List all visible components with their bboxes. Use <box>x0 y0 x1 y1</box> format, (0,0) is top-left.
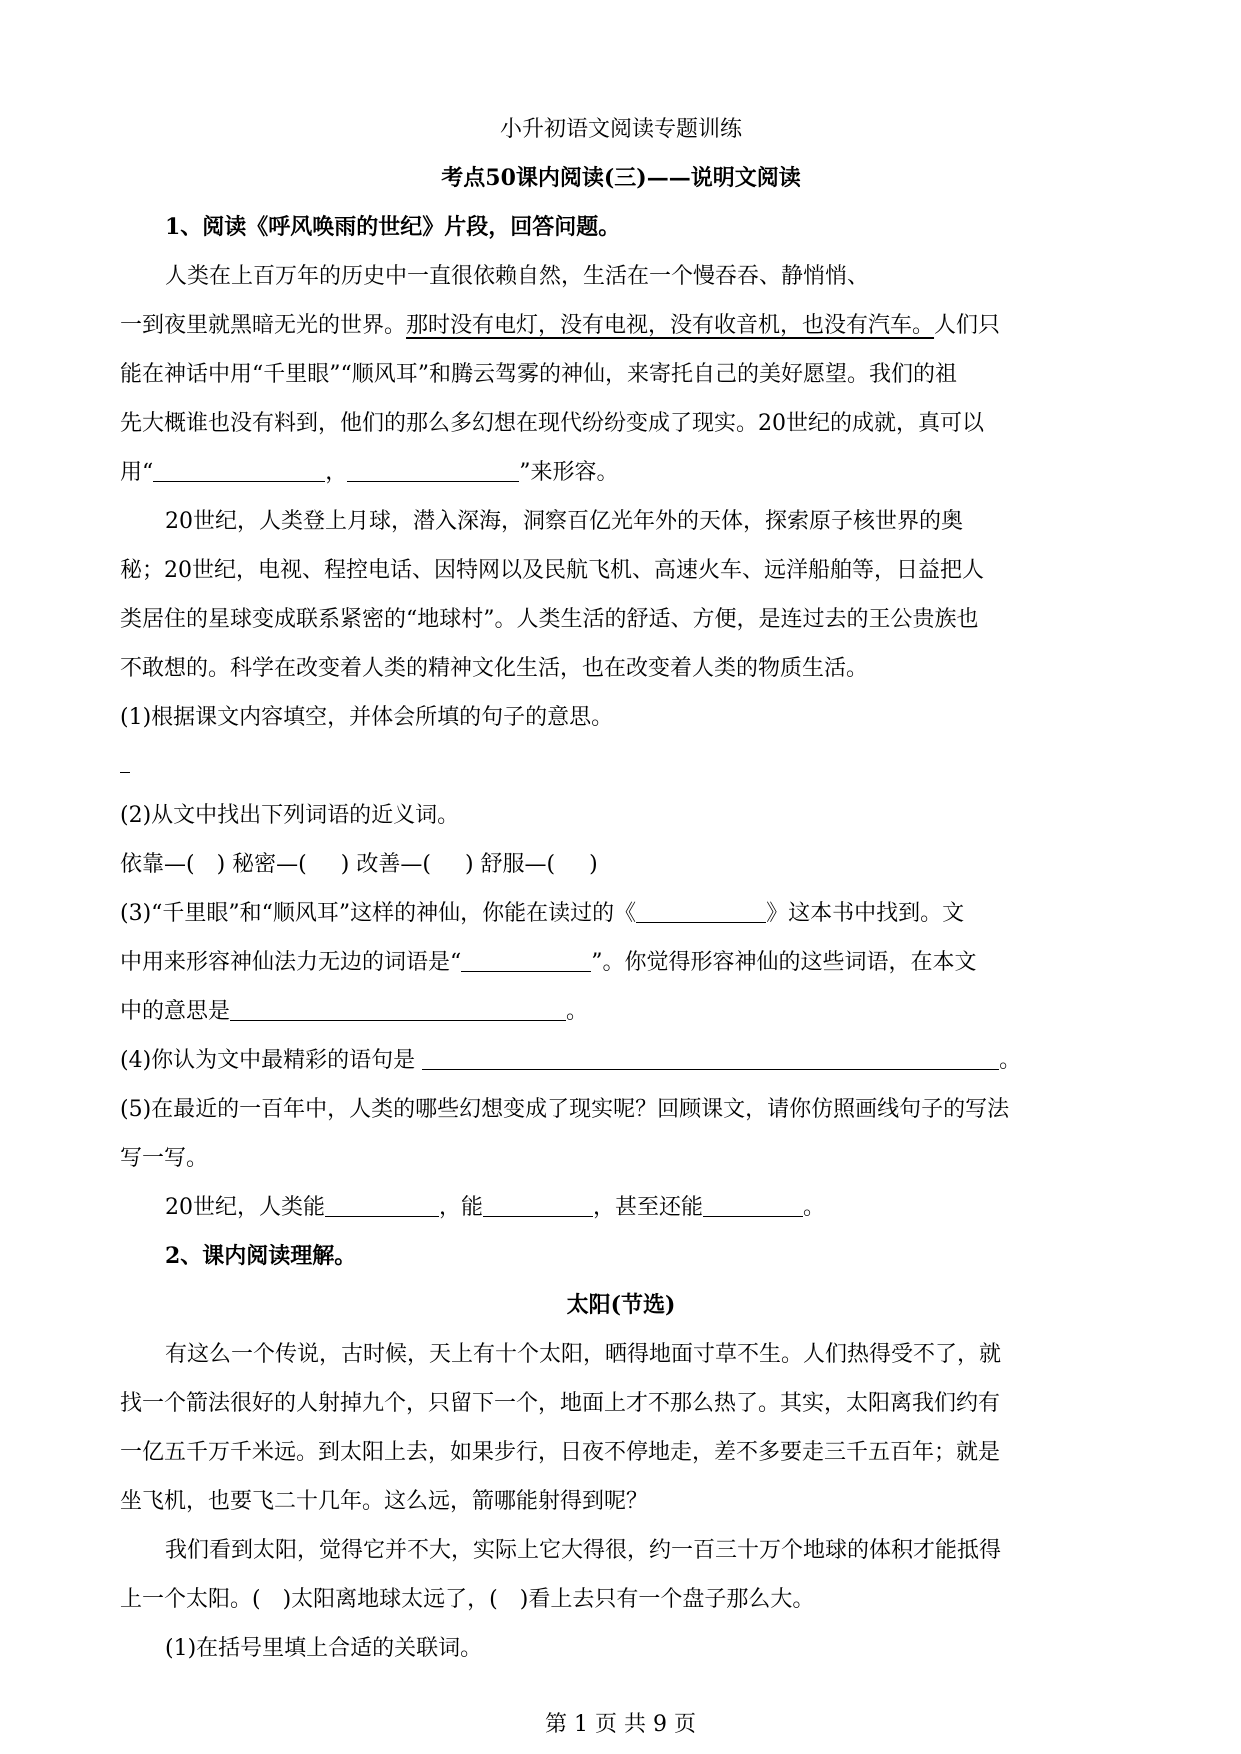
question-2-heading: 2、课内阅读理解。 <box>165 1243 357 1269</box>
passage-2-line: 类居住的星球变成联系紧密的“地球村”。人类生活的舒适、方便，是连过去的王公贵族也 <box>120 607 979 632</box>
page-subtitle: 考点50课内阅读(三)——说明文阅读 <box>441 165 801 191</box>
sub-question-3: 中用来形容神仙法力无边的词语是“ ”。你觉得形容神仙的这些词语，在本文 <box>120 950 977 975</box>
passage-title: 太阳(节选) <box>566 1292 676 1318</box>
sub-question-2: (2)从文中找出下列词语的近义词。 <box>120 803 460 828</box>
answer-blank[interactable] <box>636 900 766 923</box>
answer-blank[interactable] <box>325 1194 439 1217</box>
sub-question-5: 20世纪，人类能 ，能 ，甚至还能 。 <box>165 1195 826 1220</box>
answer-blank[interactable] <box>483 1194 593 1217</box>
answer-line-mark[interactable] <box>120 742 1122 791</box>
synonym-row: 依靠—( ) 秘密—( ) 改善—( ) 舒服—( ) <box>120 852 598 877</box>
sub-question-4: (4)你认为文中最精彩的语句是 。 <box>120 1048 1022 1073</box>
passage-1-line: 人类在上百万年的历史中一直很依赖自然，生活在一个慢吞吞、静悄悄、 <box>165 264 870 289</box>
answer-blank[interactable] <box>347 459 519 482</box>
page-footer: 第 1 页 共 9 页 <box>545 1712 696 1737</box>
sub-question-5: 写一写。 <box>120 1146 209 1171</box>
passage-3-line: 找一个箭法很好的人射掉九个，只留下一个，地面上才不那么热了。其实，太阳离我们约有 <box>120 1391 1001 1416</box>
passage-2-line: 20世纪，人类登上月球，潜入深海，洞察百亿光年外的天体，探索原子核世界的奥 <box>165 509 963 534</box>
sub-question-5: (5)在最近的一百年中，人类的哪些幻想变成了现实呢？回顾课文，请你仿照画线句子的写法 <box>120 1097 1010 1122</box>
underlined-sentence: 那时没有电灯，没有电视，没有收音机，也没有汽车。 <box>406 313 935 338</box>
page-title: 小升初语文阅读专题训练 <box>499 117 742 142</box>
q2-sub-question-1: (1)在括号里填上合适的关联词。 <box>165 1636 483 1661</box>
passage-3-line: 一亿五千万千米远。到太阳上去，如果步行，日夜不停地走，差不多要走三千五百年；就是 <box>120 1440 1001 1465</box>
passage-3-line: 有这么一个传说，古时候，天上有十个太阳，晒得地面寸草不生。人们热得受不了，就 <box>165 1342 1002 1367</box>
answer-blank[interactable] <box>703 1194 803 1217</box>
passage-1-line: 一到夜里就黑暗无光的世界。那时没有电灯，没有电视，没有收音机，也没有汽车。人们只 <box>120 313 1001 338</box>
passage-1-line: 用“ ， ”来形容。 <box>120 460 619 485</box>
answer-blank[interactable] <box>422 1047 999 1070</box>
answer-blank[interactable] <box>153 459 325 482</box>
passage-2-line: 秘；20世纪，电视、程控电话、因特网以及民航飞机、高速火车、远洋船舶等，日益把人 <box>120 558 984 583</box>
answer-blank[interactable] <box>461 949 591 972</box>
sub-question-1: (1)根据课文内容填空，并体会所填的句子的意思。 <box>120 705 614 730</box>
sub-question-3: (3)“千里眼”和“顺风耳”这样的神仙，你能在读过的《 》这本书中找到。文 <box>120 901 965 926</box>
sub-question-3: 中的意思是 。 <box>120 999 589 1024</box>
question-1-heading: 1、阅读《呼风唤雨的世纪》片段，回答问题。 <box>165 214 621 240</box>
passage-2-line: 不敢想的。科学在改变着人类的精神文化生活，也在改变着人类的物质生活。 <box>120 656 869 681</box>
passage-3-line: 坐飞机，也要飞二十几年。这么远，箭哪能射得到呢？ <box>120 1489 649 1514</box>
passage-1-line: 先大概谁也没有料到，他们的那么多幻想在现代纷纷变成了现实。20世纪的成就，真可以 <box>120 411 984 436</box>
passage-4-line: 我们看到太阳，觉得它并不大，实际上它大得很，约一百三十万个地球的体积才能抵得 <box>165 1538 1002 1563</box>
document-page <box>120 105 1122 1673</box>
passage-1-line: 能在神话中用“千里眼”“顺风耳”和腾云驾雾的神仙，来寄托自己的美好愿望。我们的祖 <box>120 362 957 387</box>
passage-4-line: 上一个太阳。( )太阳离地球太远了，( )看上去只有一个盘子那么大。 <box>120 1587 815 1612</box>
answer-blank[interactable] <box>230 998 566 1021</box>
